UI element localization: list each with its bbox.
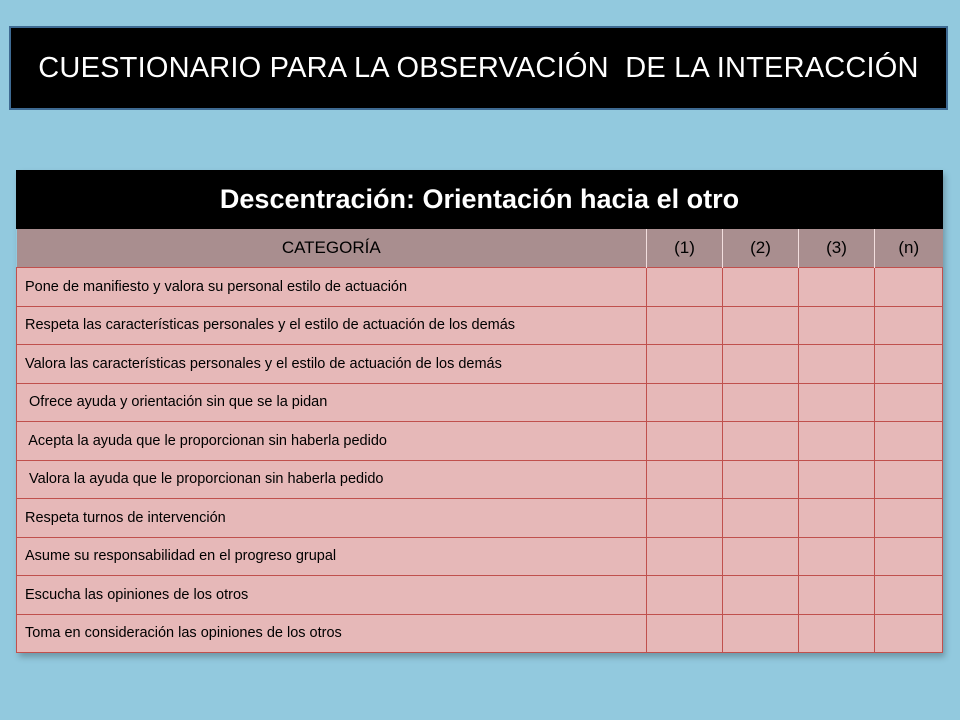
category-cell: Toma en consideración las opiniones de los otros xyxy=(17,614,647,653)
category-cell: Acepta la ayuda que le proporcionan sin haberla pedido xyxy=(17,422,647,461)
mark-cell[interactable] xyxy=(799,576,875,615)
mark-cell[interactable] xyxy=(647,614,723,653)
table-row xyxy=(17,460,943,499)
mark-cell[interactable] xyxy=(723,614,799,653)
mark-cell[interactable] xyxy=(647,576,723,615)
column-header-categoria: CATEGORÍA xyxy=(17,229,647,268)
mark-cell[interactable] xyxy=(875,268,943,307)
mark-cell[interactable] xyxy=(723,460,799,499)
table-row xyxy=(17,422,943,461)
mark-cell[interactable] xyxy=(647,383,723,422)
mark-cell[interactable] xyxy=(647,345,723,384)
mark-cell[interactable] xyxy=(875,306,943,345)
column-header-n: (n) xyxy=(875,229,943,268)
table-row xyxy=(17,383,943,422)
column-header-row xyxy=(17,229,943,268)
category-cell: Ofrece ayuda y orientación sin que se la pidan xyxy=(17,383,647,422)
category-cell: Respeta las características personales y el estilo de actuación de los demás xyxy=(17,306,647,345)
mark-cell[interactable] xyxy=(875,422,943,461)
table-row xyxy=(17,268,943,307)
category-cell: Valora la ayuda que le proporcionan sin haberla pedido xyxy=(17,460,647,499)
slide-title: CUESTIONARIO PARA LA OBSERVACIÓN DE LA INTERACCIÓN xyxy=(9,26,948,110)
column-header-2: (2) xyxy=(723,229,799,268)
mark-cell[interactable] xyxy=(875,460,943,499)
category-cell: Respeta turnos de intervención xyxy=(17,499,647,538)
mark-cell[interactable] xyxy=(723,345,799,384)
mark-cell[interactable] xyxy=(799,460,875,499)
mark-cell[interactable] xyxy=(799,614,875,653)
column-header-1: (1) xyxy=(647,229,723,268)
mark-cell[interactable] xyxy=(647,306,723,345)
mark-cell[interactable] xyxy=(799,306,875,345)
mark-cell[interactable] xyxy=(875,383,943,422)
mark-cell[interactable] xyxy=(647,537,723,576)
mark-cell[interactable] xyxy=(799,537,875,576)
table-row xyxy=(17,345,943,384)
mark-cell[interactable] xyxy=(647,268,723,307)
category-cell: Asume su responsabilidad en el progreso grupal xyxy=(17,537,647,576)
table-row xyxy=(17,537,943,576)
mark-cell[interactable] xyxy=(799,499,875,538)
mark-cell[interactable] xyxy=(723,499,799,538)
mark-cell[interactable] xyxy=(647,499,723,538)
mark-cell[interactable] xyxy=(875,537,943,576)
table-heading: Descentración: Orientación hacia el otro xyxy=(17,171,943,229)
mark-cell[interactable] xyxy=(799,383,875,422)
table-row xyxy=(17,614,943,653)
mark-cell[interactable] xyxy=(875,614,943,653)
mark-cell[interactable] xyxy=(723,422,799,461)
category-cell: Escucha las opiniones de los otros xyxy=(17,576,647,615)
mark-cell[interactable] xyxy=(647,422,723,461)
mark-cell[interactable] xyxy=(723,576,799,615)
mark-cell[interactable] xyxy=(875,499,943,538)
category-cell: Pone de manifiesto y valora su personal estilo de actuación xyxy=(17,268,647,307)
table-row xyxy=(17,576,943,615)
mark-cell[interactable] xyxy=(723,383,799,422)
mark-cell[interactable] xyxy=(723,537,799,576)
mark-cell[interactable] xyxy=(799,268,875,307)
table-row xyxy=(17,306,943,345)
mark-cell[interactable] xyxy=(647,460,723,499)
mark-cell[interactable] xyxy=(875,576,943,615)
mark-cell[interactable] xyxy=(723,306,799,345)
table-row xyxy=(17,499,943,538)
column-header-3: (3) xyxy=(799,229,875,268)
mark-cell[interactable] xyxy=(799,422,875,461)
mark-cell[interactable] xyxy=(875,345,943,384)
mark-cell[interactable] xyxy=(799,345,875,384)
observation-table-container xyxy=(16,170,942,653)
mark-cell[interactable] xyxy=(723,268,799,307)
observation-table xyxy=(16,170,943,653)
category-cell: Valora las características personales y el estilo de actuación de los demás xyxy=(17,345,647,384)
